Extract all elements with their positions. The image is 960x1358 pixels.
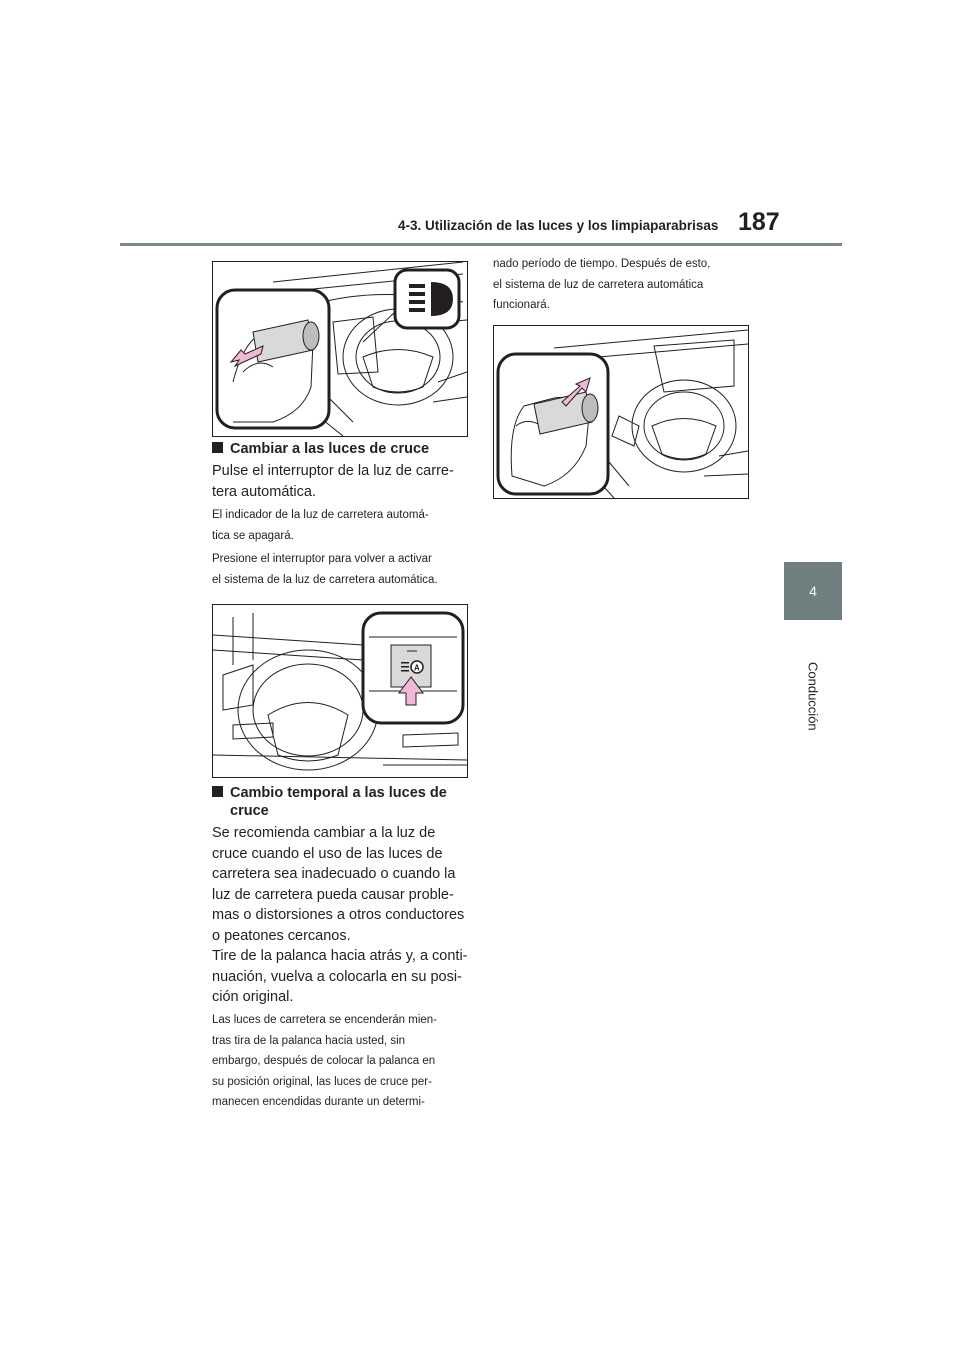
section2-body2: Tire de la palanca hacia atrás y, a conti- nuación, vuelva a colocarla en su posi- ción original. [212, 948, 468, 1005]
chapter-number: 4 [809, 583, 817, 599]
page-number: 187 [738, 208, 780, 236]
note-continued: nado período de tiempo. Después de esto, el sistema de luz de carretera automática funcionará. [493, 258, 711, 311]
svg-text:A: A [414, 663, 420, 673]
figure-lever-push [493, 325, 749, 499]
section-heading-low-beam: Cambiar a las luces de cruce [212, 440, 429, 458]
section1-note2: Presione el interruptor para volver a activar el sistema de la luz de carretera automática. [212, 553, 438, 586]
section-title: 4-3. Utilización de las luces y los limpiaparabrisas [398, 218, 719, 233]
chapter-tab [784, 562, 842, 620]
section-heading-temporary-low-beam: Cambio temporal a las luces de cruce [212, 784, 447, 820]
lever-push-illustration [494, 326, 748, 498]
figure-auto-high-beam-switch [212, 604, 468, 778]
heading-bullet-icon [212, 786, 223, 797]
section2-note: Las luces de carretera se encenderán mien- tras tira de la palanca hacia usted, sin embargo, después de colocar la palanca en su posición original, las luces de cruce per- manecen encendidas durante un determi- [212, 1014, 438, 1108]
heading-bullet-icon [212, 442, 223, 453]
figure-lever-pull-high-beam [212, 261, 468, 437]
auto-high-beam-switch-icon [401, 661, 423, 673]
lever-pull-illustration [213, 262, 467, 436]
switch-illustration [213, 605, 467, 777]
header-rule [120, 243, 842, 246]
section2-body1: Se recomienda cambiar a la luz de cruce cuando el uso de las luces de carretera sea inadecuado o cuando la luz de carretera pueda causar proble- mas o distorsiones a otros conductores o peatones cercanos. [212, 825, 465, 944]
section1-note1: El indicador de la luz de carretera automá- tica se apagará. [212, 509, 429, 542]
section1-body: Pulse el interruptor de la luz de carre- tera automática. [212, 463, 454, 500]
chapter-label: Conducción [805, 662, 821, 731]
